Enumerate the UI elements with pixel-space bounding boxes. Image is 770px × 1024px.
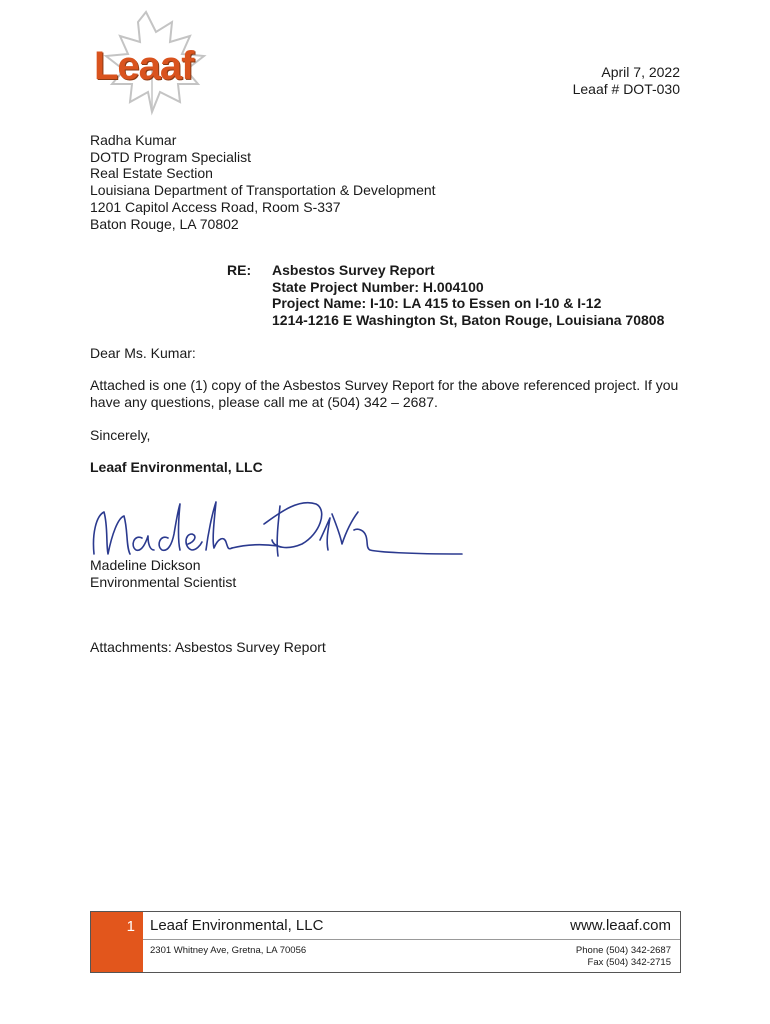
recipient-city: Baton Rouge, LA 70802	[90, 215, 239, 232]
re-label: RE:	[227, 262, 252, 278]
recipient-title: DOTD Program Specialist	[90, 148, 252, 165]
footer-phone: Phone (504) 342-2687	[575, 945, 671, 956]
signer-name: Madeline Dickson	[90, 557, 201, 573]
page-number: 1	[91, 912, 143, 972]
attachments-line: Attachments: Asbestos Survey Report	[90, 639, 326, 655]
date-block	[573, 64, 680, 98]
recipient-name: Radha Kumar	[90, 132, 177, 148]
footer-fax: Fax (504) 342-2715	[587, 957, 671, 968]
closing: Sincerely,	[90, 427, 151, 443]
footer-address: 2301 Whitney Ave, Gretna, LA 70056	[150, 945, 307, 956]
footer-website[interactable]: www.leaaf.com	[570, 917, 671, 934]
logo-wordmark: Leaaf	[94, 44, 194, 88]
body-paragraph	[90, 377, 678, 411]
recipient-address	[90, 132, 436, 232]
page-footer	[90, 911, 681, 973]
signer-title: Environmental Scientist	[90, 574, 237, 590]
body-paragraph-line-1: Attached is one (1) copy of the Asbestos Survey Report for the above referenced project. If you	[90, 377, 679, 393]
footer-divider	[143, 939, 680, 940]
recipient-section: Real Estate Section	[90, 165, 213, 182]
letter-date: April 7, 2022	[601, 64, 680, 80]
subject-block	[272, 262, 664, 329]
footer-contact	[576, 945, 671, 969]
subject-line-3: Project Name: I-10: LA 415 to Essen on I-10 & I-12	[272, 295, 602, 312]
recipient-department: Louisiana Department of Transportation & Development	[90, 182, 436, 199]
body-paragraph-line-2: have any questions, please call me at (504) 342 – 2687.	[90, 394, 438, 410]
salutation: Dear Ms. Kumar:	[90, 345, 196, 361]
closing-company: Leaaf Environmental, LLC	[90, 459, 263, 475]
footer-company: Leaaf Environmental, LLC	[150, 917, 324, 934]
recipient-street: 1201 Capitol Access Road, Room S-337	[90, 198, 341, 215]
signer-block	[90, 557, 236, 591]
subject-line-4: 1214-1216 E Washington St, Baton Rouge, Louisiana 70808	[272, 312, 665, 329]
company-logo	[86, 8, 216, 120]
subject-line-1: Asbestos Survey Report	[272, 262, 435, 278]
letter-reference: Leaaf # DOT-030	[572, 81, 680, 97]
subject-line-2: State Project Number: H.004100	[272, 278, 484, 295]
